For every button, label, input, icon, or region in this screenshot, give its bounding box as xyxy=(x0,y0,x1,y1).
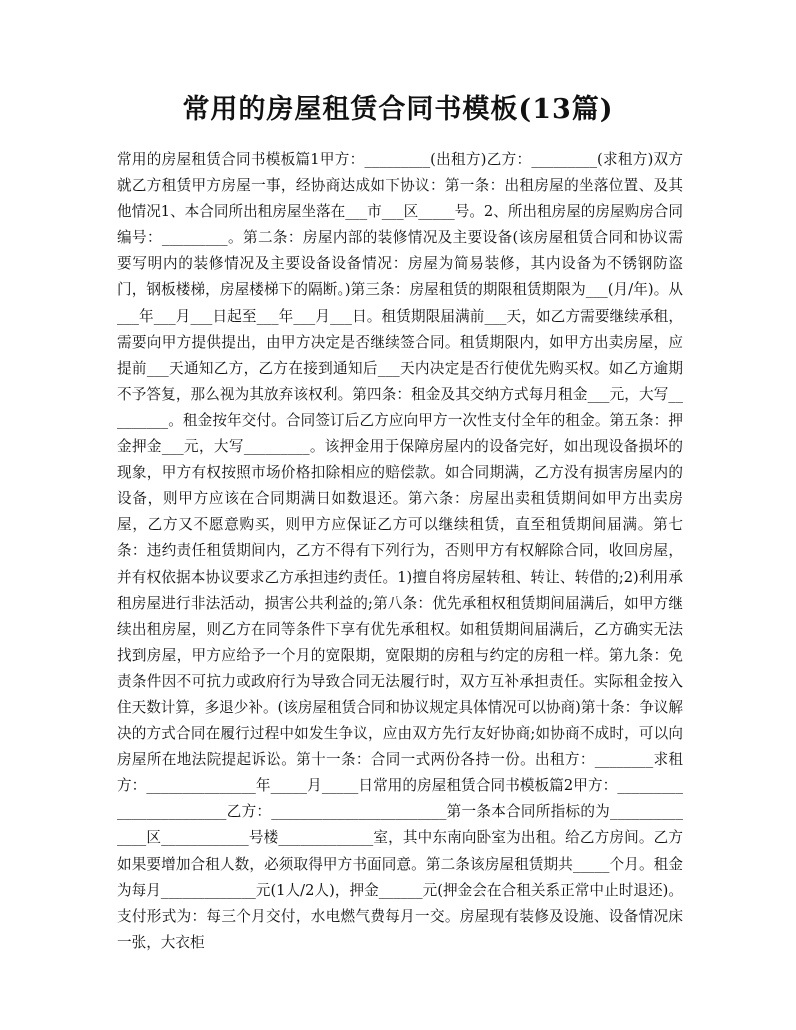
document-title: 常用的房屋租赁合同书模板(13篇) xyxy=(182,94,614,125)
document-body: 常用的房屋租赁合同书模板篇1甲方：_________(出租方)乙方：_________(求租方)双方就乙方租赁甲方房屋一事，经协商达成如下协议：第一条：出租房屋的坐落位置、及其他情况1、本合同所出租房屋坐落在___市___区_____号。2、所出租房屋的房屋购房合同编号：_________。第二条：房屋内部的装修情况及主要设备(该房屋租赁合同和协议需要写明内的装修情况及主要设备设备情况：房屋为简易装修，其内设备为不锈钢防盗门，钢板楼梯，房屋楼梯下的隔断。)第三条：房屋租赁的期限租赁期限为___(月/年)。从___年___月___日起至___年___月___日。租赁期限届满前___天，如乙方需要继续承租，需要向甲方提供提出，由甲方决定是否继续签合同。租赁期限内，如甲方出卖房屋，应提前___天通知乙方，乙方在接到通知后___天内决定是否行使优先购买权。如乙方逾期不予答复，那么视为其放弃该权利。第四条：租金及其交纳方式每月租金___元，大写_________。租金按年交付。合同签订后乙方应向甲方一次性支付全年的租金。第五条：押金押金___元，大写_________。该押金用于保障房屋内的设备完好，如出现设备损坏的现象，甲方有权按照市场价格扣除相应的赔偿款。如合同期满，乙方没有损害房屋内的设备，则甲方应该在合同期满日如数退还。第六条：房屋出卖租赁期间如甲方出卖房屋，乙方又不愿意购买，则甲方应保证乙方可以继续租赁，直至租赁期间届满。第七条：违约责任租赁期间内，乙方不得有下列行为，否则甲方有权解除合同，收回房屋，并有权依据本协议要求乙方承担违约责任。1)擅自将房屋转租、转让、转借的;2)利用承租房屋进行非法活动，损害公共利益的;第八条：优先承租权租赁期间届满后，如甲方继续出租房屋，则乙方在同等条件下享有优先承租权。如租赁期间届满后，乙方确实无法找到房屋，甲方应给予一个月的宽限期，宽限期的房租与约定的房租一样。第九条：免责条件因不可抗力或政府行为导致合同无法履行时，双方互补承担责任。实际租金按入住天数计算，多退少补。(该房屋租赁合同和协议规定具体情况可以协商)第十条：争议解决的方式合同在履行过程中如发生争议，应由双方先行友好协商;如协商不成时，可以向房屋所在地法院提起诉讼。第十一条：合同一式两份各持一份。出租方：________求租方：_______________年_____月_____日常用的房屋租赁合同书模板篇2甲方：________________________乙方：________________________第一条本合同所指标的为______________区____________号楼_____________室，其中东南向卧室为出租。给乙方房间。乙方如果要增加合租人数，必须取得甲方书面同意。第二条该房屋租赁期共_____个月。租金为每月_____________元(1人/2人)，押金______元(押金会在合租关系正常中止时退还)。支付形式为：每三个月交付，水电燃气费每月一交。房屋现有装修及设施、设备情况床一张，大衣柜 xyxy=(117,151,683,951)
